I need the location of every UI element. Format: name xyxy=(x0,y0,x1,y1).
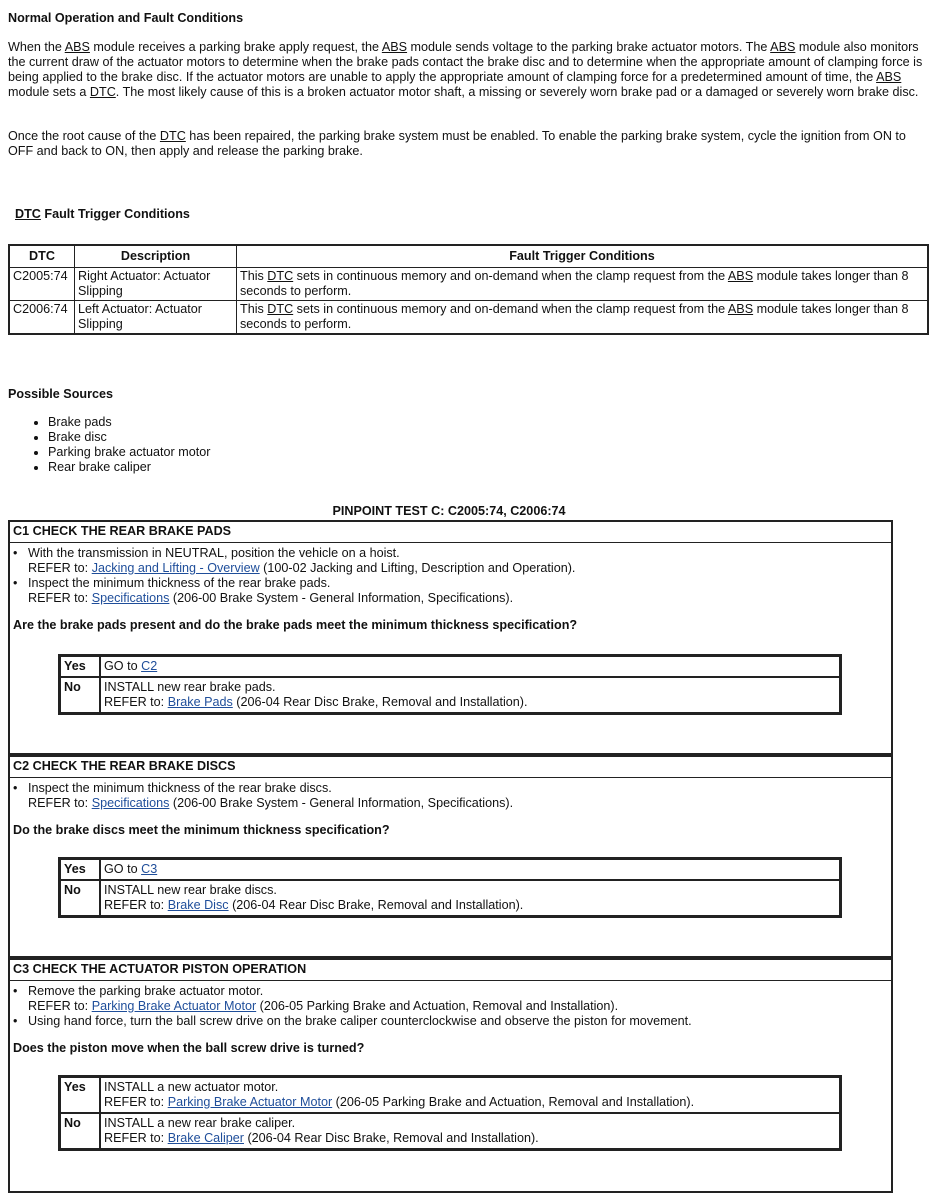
no-row: No INSTALL new rear brake discs. REFER to: Brake Disc (206-04 Rear Disc Brake, Removal and Installation). xyxy=(60,880,840,916)
step-bullet: • Inspect the minimum thickness of the rear brake discs. REFER to: Specifications (206-00 Brake System - General Information, Specifications). xyxy=(13,781,888,811)
column-header-description: Description xyxy=(75,245,237,268)
yes-row: Yes INSTALL a new actuator motor. REFER to: Parking Brake Actuator Motor (206-05 Parking Brake and Actuation, Removal and Installation). xyxy=(60,1077,840,1113)
list-item: • Rear brake caliper xyxy=(48,460,210,475)
abbr-abs: ABS xyxy=(381,40,408,54)
no-row: No INSTALL new rear brake pads. REFER to: Brake Pads (206-04 Rear Disc Brake, Removal and Installation). xyxy=(60,677,840,713)
step-question: Do the brake discs meet the minimum thickness specification? xyxy=(13,823,390,837)
link-parking-brake-actuator-motor[interactable]: Parking Brake Actuator Motor xyxy=(91,999,257,1013)
possible-sources-list xyxy=(8,415,210,475)
yes-row: Yes GO to C3 xyxy=(60,859,840,880)
step-heading: C1 CHECK THE REAR BRAKE PADS xyxy=(10,520,891,543)
step-bullet: • Using hand force, turn the ball screw drive on the brake caliper counterclockwise and observe the piston for movement. xyxy=(13,1014,888,1029)
section-title-normal-operation: Normal Operation and Fault Conditions xyxy=(8,11,244,25)
step-bullet: • Inspect the minimum thickness of the rear brake pads. REFER to: Specifications (206-00 Brake System - General Information, Specifications). xyxy=(13,576,888,606)
pinpoint-step-c1 xyxy=(8,520,893,755)
link-c3[interactable]: C3 xyxy=(141,862,158,876)
dtc-code: C2005:74 xyxy=(9,268,75,301)
intro-paragraph-2: Once the root cause of the DTC has been repaired, the parking brake system must be enabled. To enable the parking brake system, cycle the ignition from ON to OFF and back to ON, then apply and release the parking brake. xyxy=(8,129,906,158)
step-question: Are the brake pads present and do the brake pads meet the minimum thickness specification? xyxy=(13,618,578,632)
link-specifications[interactable]: Specifications xyxy=(91,796,170,810)
link-specifications[interactable]: Specifications xyxy=(91,591,170,605)
pinpoint-step-c2 xyxy=(8,755,893,958)
dtc-code: C2006:74 xyxy=(9,301,75,335)
step-bullet: • Remove the parking brake actuator motor. REFER to: Parking Brake Actuator Motor (206-05 Parking Brake and Actuation, Removal and Installation). xyxy=(13,984,888,1014)
abbr-abs: ABS xyxy=(876,70,902,84)
step-heading: C3 CHECK THE ACTUATOR PISTON OPERATION xyxy=(10,958,891,981)
dtc-section-title: DTC Fault Trigger Conditions xyxy=(15,207,190,221)
dtc-table xyxy=(8,244,929,335)
dtc-table-header-row xyxy=(9,245,928,268)
table-row xyxy=(9,301,928,335)
step-heading: C2 CHECK THE REAR BRAKE DISCS xyxy=(10,755,891,778)
yes-row: Yes GO to C2 xyxy=(60,656,840,677)
possible-sources-title: Possible Sources xyxy=(8,387,113,401)
link-jacking-and-lifting[interactable]: Jacking and Lifting - Overview xyxy=(91,561,260,575)
table-row xyxy=(9,268,928,301)
yes-no-table xyxy=(58,857,842,918)
step-question: Does the piston move when the ball screw drive is turned? xyxy=(13,1041,365,1055)
link-c2[interactable]: C2 xyxy=(141,659,158,673)
abbr-dtc: DTC xyxy=(159,129,186,143)
list-item: • Brake disc xyxy=(48,430,210,445)
intro-paragraph-1: When the ABS module receives a parking brake apply request, the ABS module sends voltage to the parking brake actuator motors. The ABS module also monitors the current draw of the actuator motors to determine when the brake pads contact the brake disc and to determine when the appropriate amount of clamping force is being applied to the brake disc. If the actuator motors are unable to apply the appropriate amount of clamping force for a predetermined amount of time, the ABS module sets a DTC. The most likely cause of this is a broken actuator motor shaft, a missing or severely worn brake pad or a damaged or severely worn brake disc. xyxy=(8,40,923,99)
abbr-abs: ABS xyxy=(64,40,90,54)
yes-no-table xyxy=(58,654,842,715)
pinpoint-test-title: PINPOINT TEST C: C2005:74, C2006:74 xyxy=(332,504,566,518)
abbr-abs: ABS xyxy=(770,40,796,54)
link-parking-brake-actuator-motor[interactable]: Parking Brake Actuator Motor xyxy=(167,1095,333,1109)
yes-no-table xyxy=(58,1075,842,1151)
link-brake-disc[interactable]: Brake Disc xyxy=(167,898,229,912)
link-brake-caliper[interactable]: Brake Caliper xyxy=(167,1131,244,1145)
dtc-condition: This DTC sets in continuous memory and on-demand when the clamp request from the ABS module takes longer than 8 seconds to perform. xyxy=(237,268,929,301)
pinpoint-step-c3 xyxy=(8,958,893,1193)
column-header-fault-trigger: Fault Trigger Conditions xyxy=(237,245,929,268)
dtc-condition: This DTC sets in continuous memory and on-demand when the clamp request from the ABS module takes longer than 8 seconds to perform. xyxy=(237,301,929,335)
dtc-description: Right Actuator: Actuator Slipping xyxy=(75,268,237,301)
step-bullet: • With the transmission in NEUTRAL, position the vehicle on a hoist. REFER to: Jacking and Lifting - Overview (100-02 Jacking and Lifting, Description and Operation). xyxy=(13,546,888,576)
abbr-dtc: DTC xyxy=(89,85,116,99)
no-row: No INSTALL a new rear brake caliper. REFER to: Brake Caliper (206-04 Rear Disc Brake, Removal and Installation). xyxy=(60,1113,840,1149)
list-item: • Brake pads xyxy=(48,415,210,430)
link-brake-pads[interactable]: Brake Pads xyxy=(167,695,233,709)
list-item: • Parking brake actuator motor xyxy=(48,445,210,460)
column-header-dtc: DTC xyxy=(9,245,75,268)
dtc-description: Left Actuator: Actuator Slipping xyxy=(75,301,237,335)
